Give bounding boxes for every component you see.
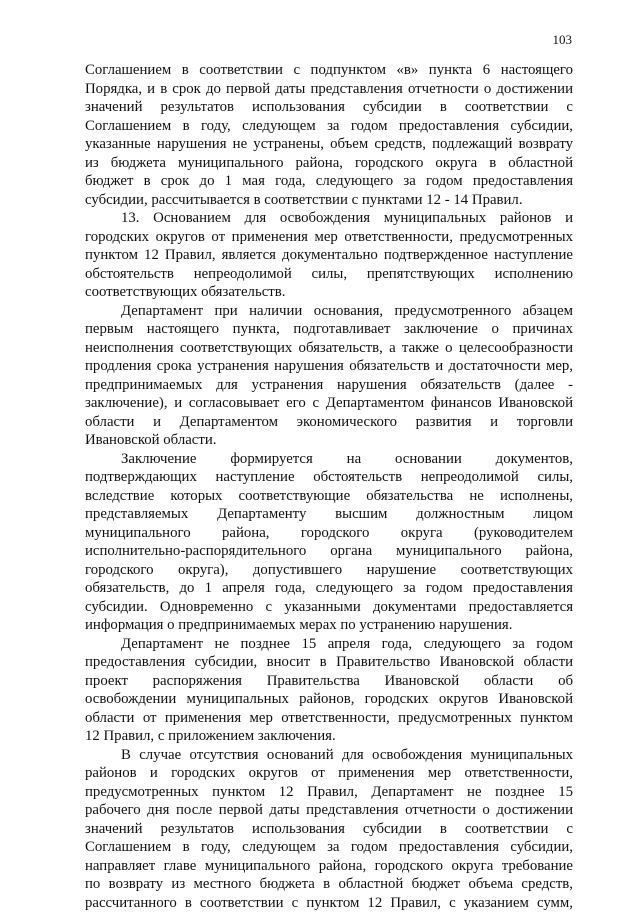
text-line: Ивановской области.	[85, 431, 573, 450]
text-line: освобождении муниципальных районов, городских округов Ивановской	[85, 690, 573, 709]
text-line: пунктом 12 Правил, является документально подтвержденное наступление	[85, 246, 573, 265]
text-line: муниципального района, городского округа (руководителем	[85, 524, 573, 543]
text-line: В случае отсутствия оснований для освобождения муниципальных	[85, 746, 573, 765]
paragraph	[85, 450, 573, 635]
document-body	[85, 61, 573, 912]
text-line: 13. Основанием для освобождения муниципальных районов и	[85, 209, 573, 228]
text-line: значений результатов использования субсидии в соответствии с	[85, 98, 573, 117]
text-line: рабочего дня после первой даты представления отчетности о достижении	[85, 801, 573, 820]
text-line: по возврату из местного бюджета в областной бюджет объема средств,	[85, 875, 573, 894]
text-line: проект распоряжения Правительства Ивановской области об	[85, 672, 573, 691]
text-line: городских округов от применения мер ответственности, предусмотренных	[85, 228, 573, 247]
text-line: обстоятельств непреодолимой силы, препятствующих исполнению	[85, 265, 573, 284]
text-line: предпринимаемых для устранения нарушения обязательств (далее -	[85, 376, 573, 395]
text-line: исполнительно-распорядительного органа муниципального района,	[85, 542, 573, 561]
text-line: Соглашением в году, следующем за годом предоставления субсидии,	[85, 838, 573, 857]
paragraph	[85, 209, 573, 302]
text-line: рассчитанного в соответствии с пунктом 12 Правил, с указанием сумм,	[85, 894, 573, 912]
text-line: информация о предпринимаемых мерах по устранению нарушения.	[85, 616, 573, 635]
text-line: предусмотренных пунктом 12 Правил, Департамент не позднее 15	[85, 783, 573, 802]
text-line: Департамент не позднее 15 апреля года, следующего за годом	[85, 635, 573, 654]
text-line: предоставления субсидии, вносит в Правительство Ивановской области	[85, 653, 573, 672]
text-line: 12 Правил, с приложением заключения.	[85, 727, 573, 746]
text-line: заключение), и согласовывает его с Департаментом финансов Ивановской	[85, 394, 573, 413]
text-line: Соглашением в соответствии с подпунктом «в» пункта 6 настоящего	[85, 61, 573, 80]
text-line: Заключение формируется на основании документов,	[85, 450, 573, 469]
text-line: субсидии, рассчитывается в соответствии с пунктами 12 - 14 Правил.	[85, 191, 573, 210]
text-line: бюджет в срок до 1 мая года, следующего за годом предоставления	[85, 172, 573, 191]
text-line: вследствие которых соответствующие обязательства не исполнены,	[85, 487, 573, 506]
text-line: Порядка, и в срок до первой даты представления отчетности о достижении	[85, 80, 573, 99]
text-line: указанные нарушения не устранены, объем средств, подлежащий возврату	[85, 135, 573, 154]
paragraph	[85, 61, 573, 209]
text-line: значений результатов использования субсидии в соответствии с	[85, 820, 573, 839]
text-line: городского округа), допустившего нарушение соответствующих	[85, 561, 573, 580]
paragraph	[85, 746, 573, 912]
paragraph	[85, 635, 573, 746]
text-line: неисполнения соответствующих обязательств, а также о целесообразности	[85, 339, 573, 358]
page-number: 103	[553, 32, 573, 48]
paragraph	[85, 302, 573, 450]
text-line: Департамент при наличии основания, предусмотренного абзацем	[85, 302, 573, 321]
text-line: субсидии. Одновременно с указанными документами предоставляется	[85, 598, 573, 617]
text-line: первым настоящего пункта, подготавливает заключение о причинах	[85, 320, 573, 339]
text-line: представляемых Департаменту высшим должностным лицом	[85, 505, 573, 524]
text-line: области и Департаментом экономического развития и торговли	[85, 413, 573, 432]
text-line: соответствующих обязательств.	[85, 283, 573, 302]
text-line: области от применения мер ответственности, предусмотренных пунктом	[85, 709, 573, 728]
text-line: продления срока устранения нарушения обязательств и достаточности мер,	[85, 357, 573, 376]
text-line: районов и городских округов от применения мер ответственности,	[85, 764, 573, 783]
text-line: подтверждающих наступление обстоятельств непреодолимой силы,	[85, 468, 573, 487]
text-line: обязательств, до 1 апреля года, следующего за годом предоставления	[85, 579, 573, 598]
text-line: Соглашением в году, следующем за годом предоставления субсидии,	[85, 117, 573, 136]
text-line: из бюджета муниципального района, городского округа в областной	[85, 154, 573, 173]
text-line: направляет главе муниципального района, городского округа требование	[85, 857, 573, 876]
